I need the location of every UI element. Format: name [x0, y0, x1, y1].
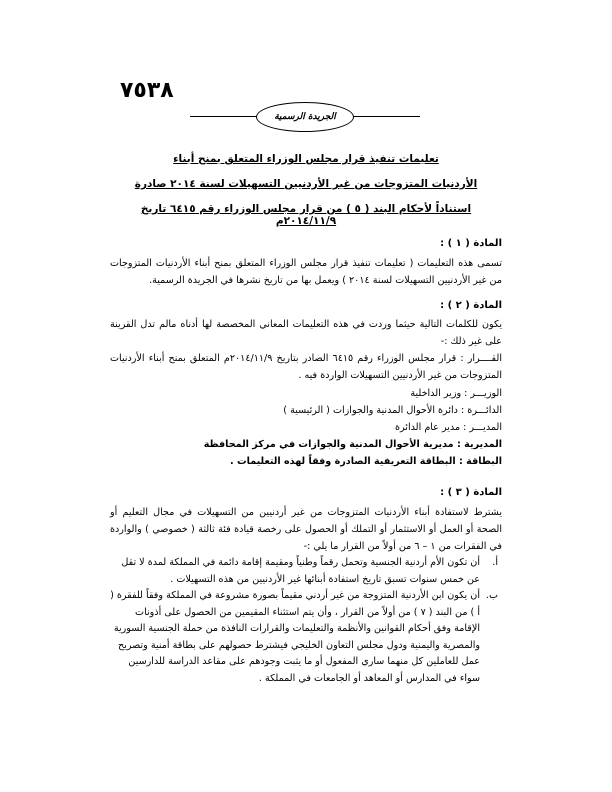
- article-3-heading: المادة ( ٣ ) :: [440, 487, 502, 498]
- page-number: ٧٥٣٨: [120, 78, 174, 103]
- definition-department: الدائـــرة : دائرة الأحوال المدنية والجوازات ( الرئيسية ): [283, 405, 502, 416]
- article-3-intro: يشترط لاستفادة أبناء الأردنيات المتزوجات من غير أردنيين من التسهيلات في مجال التعليم أو الصحة أو العمل أو الاستثمار أو التملك أو الحصول على رخصة قيادة فئة ثالثة ( خصوصي ) والواردة في الفقرات من ١ – ٦ من أولاً من القرار ما يلي :-: [110, 507, 502, 552]
- article-1-heading: المادة ( ١ ) :: [440, 238, 502, 249]
- list-item: [110, 555, 502, 588]
- title-line-1: تعليمات تنفيذ قرار مجلس الوزراء المتعلق بمنح أبناء: [173, 153, 439, 165]
- definition-director: المديـــر : مدير عام الدائرة: [394, 422, 502, 433]
- definition-directorate: المديرية : مديرية الأحوال المدنية والجوازات في مركز المحافظة: [203, 439, 502, 450]
- gazette-label: الجريدة الرسمية: [256, 102, 354, 132]
- title-line-2: الأردنيات المتزوجات من غير الأردنيين التسهيلات لسنة ٢٠١٤ صادرة: [134, 178, 478, 190]
- gazette-header: [190, 100, 420, 134]
- definition-minister: الوزيـــر : وزير الداخلية: [410, 388, 502, 399]
- title-line-3: استناداً لأحكام البند ( ٥ ) من قرار مجلس الوزراء رقم ٦٤١٥ تاريخ ٢٠١٤/١١/٩م: [140, 203, 472, 227]
- definition-decision: القــــرار : قرار مجلس الوزراء رقم ٦٤١٥ الصادر بتاريخ ٢٠١٤/١١/٩م المتعلق بمنح أبناء الأردنيات المتزوجات من غير الأردنيين التسهيلات الواردة فيه .: [110, 353, 502, 381]
- definition-card: البطاقة : البطاقة التعريفية الصادرة وفقاً لهذه التعليمات .: [229, 456, 502, 467]
- article-2-heading: المادة ( ٢ ) :: [440, 300, 502, 311]
- list-item-text: أن تكون الأم أردنية الجنسية وتحمل رقماً وطنياً ومقيمة إقامة دائمة في المملكة لمدة لا تقل عن خمس سنوات تسبق تاريخ استفادة أبنائها غير الأردنيين من هذه التسهيلات .: [121, 557, 480, 585]
- list-item-mark: أ.: [492, 557, 498, 568]
- list-item-mark: ب.: [485, 590, 498, 601]
- article-2-intro: يكون للكلمات التالية حيثما وردت في هذه التعليمات المعاني المخصصة لها أدناه مالم تدل القرينة على غير ذلك :-: [110, 319, 502, 347]
- conditions-list: [110, 555, 502, 687]
- list-item-text: أن يكون ابن الأردنية المتزوجة من غير أردني مقيماً بصورة مشروعة في المملكة وفقاً للفقرة ( أ ) من البند ( ٧ ) من أولاً من القرار ، وأن يتم استثناء المقيمين من الحصول على أذونات الإقامة وفق أحكام القوانين والأنظمة والتعليمات والقرارات النافذة من حملة الجنسية السورية والمصرية واليمنية ودول مجلس التعاون الخليجي فيشترط حصولهم على بطاقة أمنية وتصريح عمل للعاملين كل منهما ساري المفعول أو ما يثبت وجودهم على مقاعد الدراسة للدارسين سواء في المدارس أو المعاهد أو الجامعات في المملكة .: [110, 590, 480, 684]
- article-1-text: تسمى هذه التعليمات ( تعليمات تنفيذ قرار مجلس الوزراء المتعلق بمنح أبناء الأردنيات المتزوجات من غير الأردنيين التسهيلات لسنة ٢٠١٤ ) ويعمل بها من تاريخ نشرها في الجريدة الرسمية.: [110, 258, 502, 286]
- list-item: [110, 588, 502, 687]
